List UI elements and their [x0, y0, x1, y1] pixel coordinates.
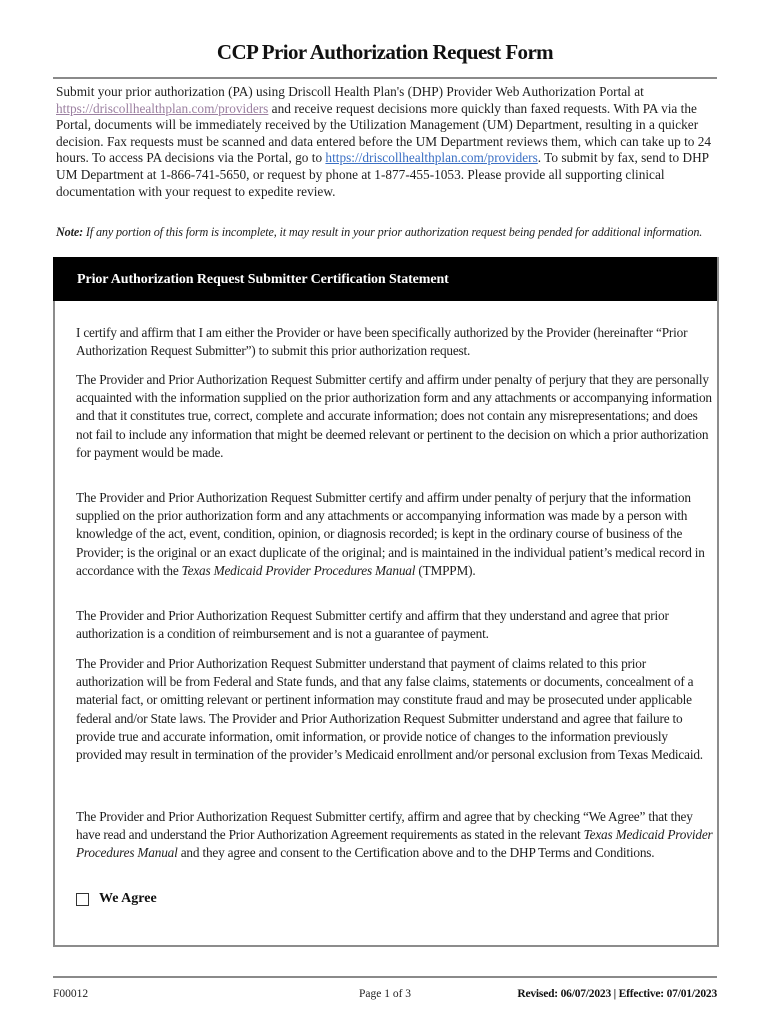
- intro-text-2: and receive request decisions more quickly than faxed requests. With PA via the Portal, documents will be immediately received by the Utilization Management (UM) Department, resulting in a quicker decision. Fax requests must be scanned and data entered before the UM Department reviews them, which can take up to 24 hours. To access PA decisions via the Portal, go to: [56, 100, 712, 166]
- certification-header-title: Prior Authorization Request Submitter Certification Statement: [77, 272, 449, 287]
- incomplete-form-note: [56, 226, 718, 238]
- note-text: If any portion of this form is incomplete, it may result in your prior authorization request being pended for additional information.: [83, 225, 703, 239]
- intro-paragraph: [56, 84, 718, 200]
- form-id: F00012: [53, 988, 89, 1000]
- page-title: CCP Prior Authorization Request Form: [216, 40, 554, 64]
- we-agree-label[interactable]: We Agree: [99, 891, 157, 906]
- certification-paragraph-2: The Provider and Prior Authorization Request Submitter certify and affirm under penalty of perjury that they are personally acquainted with the information supplied on the prior authorization form and any attachments or accompanying information and that it constitutes true, correct, complete and accurate information; does not contain any misrepresentations; and does not fail to include any information that might be deemed relevant or pertinent to the decision on which a prior authorization for payment would be made.: [76, 372, 712, 460]
- paragraph-6-text-b: and they agree and consent to the Certification above and to the DHP Terms and Conditions.: [177, 845, 655, 861]
- portal-link-1[interactable]: https://driscollhealthplan.com/providers: [56, 100, 269, 116]
- note-label: Note:: [56, 225, 83, 239]
- certification-paragraph-4: The Provider and Prior Authorization Request Submitter certify and affirm that they understand and agree that prior authorization is a condition of reimbursement and is not a guarantee of payment.: [76, 608, 669, 642]
- certification-paragraph-1: I certify and affirm that I am either the Provider or have been specifically authorized by the Provider (hereinafter “Prior Authorization Request Submitter”) to submit this prior authorization request.: [76, 325, 688, 359]
- footer-divider: [53, 976, 717, 978]
- portal-link-2[interactable]: https://driscollhealthplan.com/providers: [325, 150, 538, 166]
- revision-dates: Revised: 06/07/2023 | Effective: 07/01/2023: [517, 988, 717, 1000]
- we-agree-checkbox[interactable]: [76, 893, 89, 906]
- tmppm-title: Texas Medicaid Provider Procedures Manual: [76, 827, 713, 861]
- title-divider: [53, 77, 717, 79]
- tmppm-title: Texas Medicaid Provider Procedures Manual: [181, 562, 416, 578]
- certification-paragraph-6: [76, 808, 716, 863]
- certification-paragraph-3: [76, 489, 716, 580]
- certification-header: [53, 257, 717, 301]
- intro-text-3: . To submit by fax, send to DHP UM Department at 1-866-741-5650, or request by phone at 1-877-455-1053. Please provide all supporting clinical documentation with your request to expedite review.: [56, 150, 709, 199]
- paragraph-6-text-a: The Provider and Prior Authorization Request Submitter certify, affirm and agree that by checking “We Agree” that they have read and understand the Prior Authorization Agreement requirements as stated in the relevant: [76, 809, 693, 843]
- paragraph-3-text-a: The Provider and Prior Authorization Request Submitter certify and affirm under penalty of perjury that the information supplied on the prior authorization form and any attachments or accompanying information was made by a person with knowledge of the act, event, condition, opinion, or diagnosis recorded; is kept in the ordinary course of business of the Provider; is the original or an exact duplicate of the original; and is maintained in the individual patient’s medical record in accordance with the: [76, 490, 705, 578]
- paragraph-3-text-b: (TMPPM).: [415, 562, 476, 578]
- we-agree-row[interactable]: [76, 891, 157, 907]
- certification-paragraph-5: The Provider and Prior Authorization Request Submitter understand that payment of claims related to this prior authorization will be from Federal and State funds, and that any false claims, statements or documents, concealment of a material fact, or omitting relevant or pertinent information may constitute fraud and may be prosecuted under applicable federal and/or State laws. The Provider and Prior Authorization Request Submitter understand and agree that failure to provide true and accurate information, omit information, or provide notice of changes to the information previously provided may result in termination of the provider’s Medicaid enrollment and/or personal exclusion from Texas Medicaid.: [76, 656, 703, 763]
- page-number: Page 1 of 3: [358, 988, 412, 1000]
- intro-text-1: Submit your prior authorization (PA) using Driscoll Health Plan's (DHP) Provider Web Authorization Portal at: [56, 84, 644, 99]
